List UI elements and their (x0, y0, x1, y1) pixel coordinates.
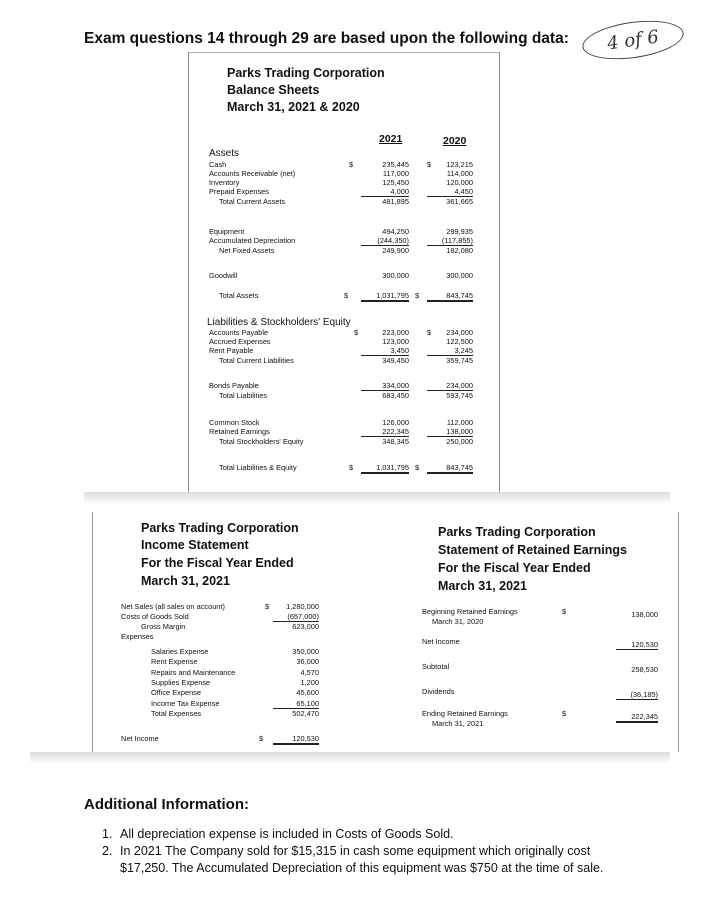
bs-col-2021: 2021 (379, 133, 403, 145)
bs-dollar-sign: $ (427, 160, 432, 169)
bs-value-2020: 120,000 (446, 178, 473, 187)
bs-value-2020: 843,745 (427, 291, 473, 302)
is-title-period: For the Fiscal Year Ended (141, 556, 294, 570)
bs-value-2020: 122,500 (446, 337, 473, 346)
bs-value-2021: 117,000 (382, 169, 409, 178)
is-row-value: 45,600 (296, 688, 319, 697)
bs-value-2021: 683,450 (382, 391, 409, 400)
is-row-label: Net Sales (all sales on account) (121, 602, 225, 611)
bs-value-2020: 123,215 (446, 160, 473, 169)
bs-dollar-sign: $ (349, 463, 354, 472)
bs-dollar-sign: $ (415, 463, 420, 472)
is-expenses-label: Expenses (121, 632, 154, 641)
divider-shadow (84, 492, 670, 504)
bottom-divider-shadow (30, 752, 670, 764)
income-statement (92, 512, 383, 752)
bs-row-label: Prepaid Expenses (209, 187, 269, 196)
bs-value-2021: 223,000 (382, 328, 409, 337)
is-net-income-label: Net Income (121, 734, 159, 743)
is-row-label: Repairs and Maintenance (151, 668, 236, 677)
is-dollar-sign: $ (259, 734, 264, 743)
bs-dollar-sign: $ (349, 160, 354, 169)
bs-row-label: Retained Earnings (209, 427, 270, 436)
bs-value-2020: 114,000 (446, 169, 473, 178)
is-row-value: 623,000 (292, 622, 319, 631)
re-title-doc: Statement of Retained Earnings (438, 543, 627, 557)
re-title-period: For the Fiscal Year Ended (438, 561, 591, 575)
bs-value-2020: 234,000 (446, 328, 473, 337)
bs-liab-label: Liabilities & Stockholders' Equity (207, 317, 351, 328)
is-row-label: Rent Expense (151, 657, 198, 666)
re-title-date: March 31, 2021 (438, 579, 527, 593)
is-row-label: Total Expenses (151, 709, 202, 718)
bs-row-label: Rent Payable (209, 346, 254, 355)
is-row-value: 36,000 (296, 657, 319, 666)
bs-row-label: Net Fixed Assets (219, 246, 275, 255)
bs-value-2020: 112,000 (446, 418, 473, 427)
bs-value-2021: 481,895 (382, 197, 409, 206)
bs-value-2021: 494,250 (382, 227, 409, 236)
bs-row-label: Accounts Payable (209, 328, 269, 337)
re-row-label: Net Income (422, 637, 460, 646)
bs-row-label: Accumulated Depreciation (209, 236, 296, 245)
bs-row-label: Total Current Assets (219, 197, 286, 206)
bs-value-2020: 138,000 (427, 427, 473, 437)
bs-value-2020: 3,245 (427, 346, 473, 356)
bs-row-label: Accrued Expenses (209, 337, 271, 346)
note-1-num: 1. (102, 827, 113, 841)
is-net-income-value: 120,530 (273, 734, 319, 745)
is-row-value: 350,000 (292, 647, 319, 656)
re-row-label: Ending Retained Earnings (422, 709, 508, 718)
bs-value-2021: 126,000 (382, 418, 409, 427)
bs-row-label: Inventory (209, 178, 240, 187)
bs-title-company: Parks Trading Corporation (227, 66, 385, 80)
is-row-label: Salaries Expense (151, 647, 209, 656)
bs-title-date: March 31, 2021 & 2020 (227, 100, 360, 114)
note-1-text: All depreciation expense is included in Costs of Goods Sold. (120, 827, 454, 841)
re-row-value: 222,345 (616, 712, 658, 723)
is-row-value: 65,100 (273, 699, 319, 709)
is-row-label: Gross Margin (141, 622, 186, 631)
re-row-value: 258,530 (631, 665, 658, 674)
is-row-value: (657,000) (273, 612, 319, 622)
bs-row-label: Common Stock (209, 418, 260, 427)
retained-earnings-statement (410, 512, 679, 752)
bs-value-2020: 182,080 (446, 246, 473, 255)
bs-value-2020: 250,000 (446, 437, 473, 446)
bs-value-2021: 4,000 (361, 187, 409, 197)
note-2-num: 2. (102, 844, 113, 858)
bs-col-2020: 2020 (443, 135, 467, 147)
re-title-company: Parks Trading Corporation (438, 525, 596, 539)
re-beginning-date: March 31, 2020 (432, 617, 484, 626)
bs-value-2021: 334,000 (361, 381, 409, 391)
is-row-label: Costs of Goods Sold (121, 612, 189, 621)
re-row-value: (36,185) (616, 690, 658, 700)
bs-dollar-sign: $ (415, 291, 420, 300)
re-dollar-sign: $ (562, 709, 567, 718)
bs-row-label: Total Liabilities (219, 391, 268, 400)
bs-value-2020: 300,000 (446, 271, 473, 280)
bs-value-2021: 349,450 (382, 356, 409, 365)
additional-title: Additional Information: (84, 796, 249, 813)
is-row-label: Income Tax Expense (151, 699, 220, 708)
bs-row-label: Total Current Liabilities (219, 356, 294, 365)
re-row-label: Beginning Retained Earnings (422, 607, 518, 616)
balance-sheet (188, 52, 500, 493)
is-row-value: 1,200 (300, 678, 319, 687)
bs-value-2021: 3,450 (361, 346, 409, 356)
bs-row-label: Equipment (209, 227, 245, 236)
is-dollar-sign: $ (265, 602, 270, 611)
bs-row-label: Accounts Receivable (net) (209, 169, 296, 178)
is-title-doc: Income Statement (141, 538, 249, 552)
bs-value-2021: 348,345 (382, 437, 409, 446)
is-title-company: Parks Trading Corporation (141, 521, 299, 535)
bs-title-doc: Balance Sheets (227, 83, 320, 97)
re-dollar-sign: $ (562, 607, 567, 616)
note-2-text-line2: $17,250. The Accumulated Depreciation of this equipment was $750 at the time of sale. (120, 861, 604, 875)
bs-value-2020: 4,450 (427, 187, 473, 197)
note-2-text: In 2021 The Company sold for $15,315 in cash some equipment which originally cost (120, 844, 591, 858)
bs-value-2020: 299,935 (446, 227, 473, 236)
bs-row-label: Goodwill (209, 271, 238, 280)
bs-dollar-sign: $ (344, 291, 349, 300)
bs-value-2021: (244,350) (361, 236, 409, 246)
bs-value-2021: 1,031,795 (361, 291, 409, 302)
page-mark: 4 of 6 (580, 15, 686, 65)
is-row-value: 1,280,000 (286, 602, 319, 611)
bs-value-2020: 593,745 (446, 391, 473, 400)
bs-dollar-sign: $ (427, 328, 432, 337)
is-row-value: 4,570 (300, 668, 319, 677)
bs-value-2020: 359,745 (446, 356, 473, 365)
re-row-value: 120,530 (616, 640, 658, 650)
exam-header: Exam questions 14 through 29 are based upon the following data: (84, 30, 569, 47)
re-row-label: Subtotal (422, 662, 450, 671)
re-row-value: 138,000 (631, 610, 658, 619)
bs-value-2020: 843,745 (427, 463, 473, 474)
bs-value-2021: 1,031,795 (361, 463, 409, 474)
is-row-value: 502,470 (292, 709, 319, 718)
is-title-date: March 31, 2021 (141, 574, 230, 588)
bs-row-label: Total Assets (219, 291, 259, 300)
bs-value-2020: 234,000 (427, 381, 473, 391)
bs-dollar-sign: $ (354, 328, 359, 337)
bs-value-2020: 361,665 (446, 197, 473, 206)
bs-row-label: Total Liabilities & Equity (219, 463, 297, 472)
re-row-label: Dividends (422, 687, 455, 696)
bs-value-2021: 123,000 (382, 337, 409, 346)
bs-value-2021: 125,450 (382, 178, 409, 187)
bs-row-label: Cash (209, 160, 227, 169)
bs-row-label: Total Stockholders' Equity (219, 437, 304, 446)
bs-value-2021: 235,445 (382, 160, 409, 169)
re-ending-date: March 31, 2021 (432, 719, 484, 728)
bs-value-2020: (117,855) (427, 236, 473, 246)
bs-value-2021: 249,900 (382, 246, 409, 255)
is-row-label: Office Expense (151, 688, 201, 697)
bs-assets-label: Assets (209, 148, 240, 159)
bs-value-2021: 222,345 (361, 427, 409, 437)
bs-value-2021: 300,000 (382, 271, 409, 280)
is-row-label: Supplies Expense (151, 678, 211, 687)
bs-row-label: Bonds Payable (209, 381, 259, 390)
